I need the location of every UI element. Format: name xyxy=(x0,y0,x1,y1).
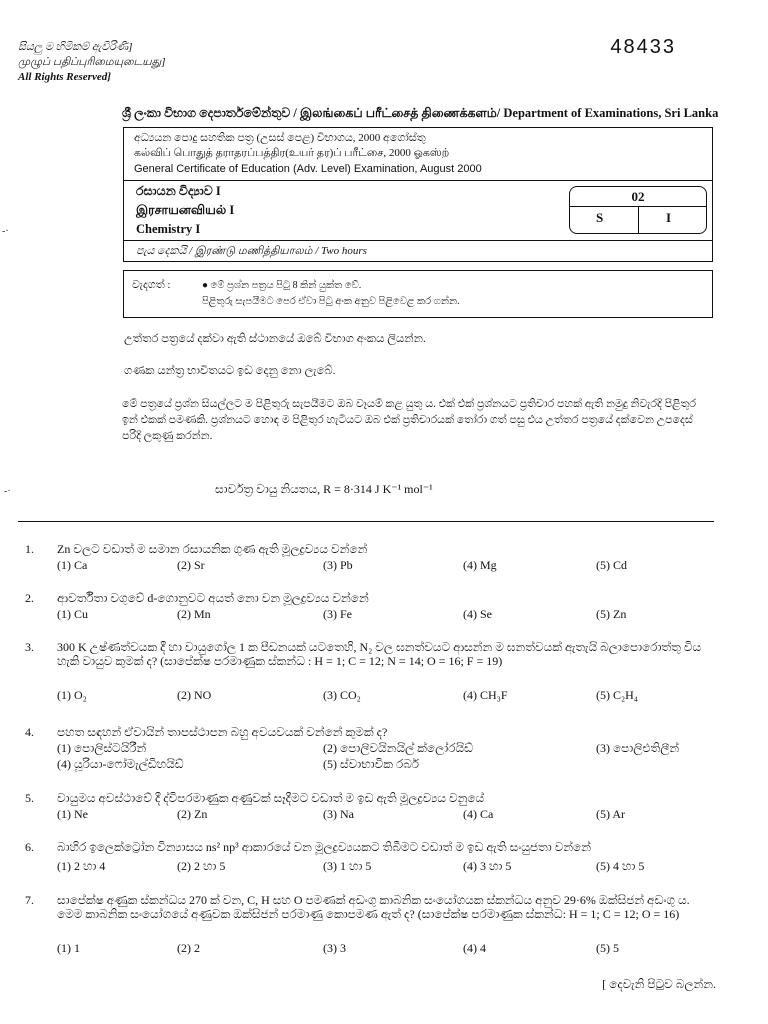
question-stem: ආවර්තිතා වගුවේ d-ගොනුවට අයත් නො වන මූලද්‍රව්‍යය වන්නේ xyxy=(57,591,369,605)
option-4: (4) යූරියා-ෆෝමැල්ඩිහයිඩ් xyxy=(57,757,184,771)
question-stem: බාහිර ඉලෙක්ට්‍රෝන වින්‍යාසය ns² np³ ආකාරයේ වන මූලද්‍රව්‍යයකට තිබීමට වඩාත් ම ඉඩ ඇති සංයුජතා වන්නේ xyxy=(57,840,591,854)
option-4: (4) 4 xyxy=(463,941,486,955)
option-1: (1) O₂ xyxy=(57,688,87,702)
subject-code-box xyxy=(569,186,707,234)
option-5: (5) ස්වාභාවික රබර් xyxy=(323,757,420,771)
exam-title-english: General Certificate of Education (Adv. Level) Examination, August 2000 xyxy=(134,163,482,175)
question-stem: සාපේක්ෂ අණුක ස්කන්ධය 270 ක් වන, C, H සහ O පමණක් අඩංගු කාබනික සංයෝගයක ස්කන්ධය අනුව 29·6% ඔක්සිජන් අඩංගු ය. මෙම කාබනික සංයෝගයේ අණුවක ඔක්සිජන් පරමාණු කොපමණ ඇත් ද? (සාපේක්ෂ පරමාණුක ස්කන්ධ: H = 1; C = 12; O = 16) xyxy=(57,893,690,921)
option-1: (1) 2 හා 4 xyxy=(57,859,106,873)
exam-box-divider xyxy=(124,180,712,181)
option-1: (1) පොලිස්ටයිරීන් xyxy=(57,741,147,755)
option-4: (4) Se xyxy=(463,607,492,621)
option-2: (2) 2 හා 5 xyxy=(177,859,226,873)
margin-mark: -· xyxy=(4,486,11,497)
duration-divider xyxy=(124,240,712,241)
option-5: (5) C₂H₄ xyxy=(596,688,639,702)
instruction-paragraph: මේ පත්‍රයේ ප්‍රශ්න සියල්ලට ම පිළිතුරු සැපයීමට ඔබ වෑයම් කළ යුතු ය. එක් එක් ප්‍රශ්නයට ප්‍රතිචාර පහක් ඇති නමුදු නිවැරදි පිළිතුර ඉන් එකක් පමණකි. ප්‍රශ්නයට හොඳ ම පිළිතුර හැටියට ඔබ එක් ප්‍රතිචාරයක් තෝරා ගත් පසු එය උත්තර පත්‍රයේ දක්වෙන උපදෙස් පරිදි ලකුණු කරන්න. xyxy=(122,398,697,442)
question-stem: Zn වලට වඩාත් ම සමාන රසායනික ගුණ ඇති මූලද්‍රව්‍යය වන්නේ xyxy=(57,542,368,556)
exam-duration: පැය දෙකයි / இரண்டு மணித்தியாலம் / Two hours xyxy=(136,245,367,257)
option-3: (3) 3 xyxy=(323,941,346,955)
instruction-index-number: උත්තර පත්‍රයේ දක්වා ඇති ස්ථානයේ ඔබේ විභාග අංකය ලියන්න. xyxy=(124,333,426,345)
question-number: 3. xyxy=(25,640,34,654)
exam-title-tamil: கல்விப் பொதுத் தராதரப்பத்திர(உயர் தர)ப் பரீட்சை, 2000 ஓகஸ்ற் xyxy=(134,147,450,159)
option-5: (5) Zn xyxy=(596,607,627,621)
option-1: (1) 1 xyxy=(57,941,80,955)
subject-code-letter: S xyxy=(596,210,604,225)
option-2: (2) 2 xyxy=(177,941,200,955)
option-3: (3) Na xyxy=(323,807,354,821)
question-stem: 300 K උෂ්ණත්වයක දී හා වායුගෝල 1 ක පීඩනයක් යටතෙහි, N₂ වල ඝනත්වයට ආසන්න ම ඝනත්වයක් ඇතැයි බලාපොරොත්තු විය හැකි වායුව කුමක් ද? (සාපේක්ෂ පරමාණුක ස්කන්ධ : H = 1; C = 12; N = 14; O = 16; F = 19) xyxy=(57,640,702,668)
question-number: 4. xyxy=(25,725,34,739)
code-box-separator xyxy=(638,206,639,233)
rights-english: All Rights Reserved] xyxy=(18,71,111,83)
option-4: (4) CH₃F xyxy=(463,688,508,702)
question-number: 6. xyxy=(25,840,34,854)
question-number: 1. xyxy=(25,542,34,556)
question-number: 5. xyxy=(25,791,34,805)
option-3: (3) Fe xyxy=(323,607,352,621)
option-1: (1) Cu xyxy=(57,607,88,621)
option-3: (3) පොලිඑතිලීන් xyxy=(596,741,680,755)
option-4: (4) Ca xyxy=(463,807,494,821)
option-5: (5) Cd xyxy=(596,558,627,572)
option-4: (4) Mg xyxy=(463,558,497,572)
option-2: (2) Zn xyxy=(177,807,208,821)
notes-label: වැදගත් : xyxy=(132,279,171,291)
option-3: (3) 1 හා 5 xyxy=(323,859,372,873)
exam-details-box xyxy=(123,127,713,262)
option-2: (2) Mn xyxy=(177,607,211,621)
margin-mark: -· xyxy=(2,226,9,237)
notes-line-1: ● මේ ප්‍රශ්න පත්‍රය පිටු 8 කින් යුක්ත වේ. xyxy=(202,280,362,291)
question-stem: වායුමය අවස්ථාවේ දී ද්විපරමාණුක අණුවක් සෑදීමට වඩාත් ම ඉඩ ඇති මූලද්‍රව්‍යය වනුයේ xyxy=(57,791,485,805)
option-2: (2) NO xyxy=(177,688,212,702)
section-separator xyxy=(18,521,714,522)
important-notes-box xyxy=(123,270,713,318)
rights-tamil: முழுப் பதிப்புரிமையுடையது] xyxy=(18,56,166,68)
option-2: (2) පොලිවයිනයිල් ක්ලෝරයිඩ් xyxy=(323,741,473,755)
instruction-calculator: ගණක යන්ත්‍ර භාවිතයට ඉඩ දෙනු නො ලැබේ. xyxy=(124,365,336,377)
option-3: (3) Pb xyxy=(323,558,353,572)
option-4: (4) 3 හා 5 xyxy=(463,859,512,873)
subject-tamil: இரசாயனவியல் I xyxy=(136,203,235,217)
turn-page-note: [ දෙවැනි පිටුව බලන්න. xyxy=(602,977,716,991)
option-5: (5) 5 xyxy=(596,941,619,955)
question-stem: පහත සඳහන් ඒවායින් තාපස්ථාපන බහු අවයවයක් වන්නේ කුමක් ද? xyxy=(57,725,388,739)
notes-line-2: පිළිතුරු සැපයීමට පෙර ඒවා පිටු අංක අනුව පිළිවෙළ කර ගන්න. xyxy=(202,296,460,307)
rights-sinhala: සියලු ම හිමිකම් ඇවිරිණි] xyxy=(18,41,133,53)
option-1: (1) Ca xyxy=(57,558,88,572)
option-3: (3) CO₂ xyxy=(323,688,361,702)
paper-code: 48433 xyxy=(610,36,676,58)
subject-code-number: 02 xyxy=(631,189,645,204)
exam-title-sinhala: අධ්‍යයන පොදු සහතික පත්‍ර (උසස් පෙළ) විභාගය, 2000 අගෝස්තු xyxy=(134,132,426,144)
gas-constant: සාර්වත්‍ර වායු නියතය, R = 8·314 J K⁻¹ mol⁻¹ xyxy=(215,482,433,496)
option-5: (5) 4 හා 5 xyxy=(596,859,645,873)
paper-number: I xyxy=(666,210,672,225)
rights-notice xyxy=(18,40,166,85)
option-1: (1) Ne xyxy=(57,807,88,821)
option-2: (2) Sr xyxy=(177,558,205,572)
department-title: ශ්‍රී ලංකා විභාග දෙපාර්තමේන්තුව / இலங்கைப் பரீட்சைத் திணைக்களம்/ Department of Examinations, Sri Lanka xyxy=(122,106,719,120)
subject-english: Chemistry I xyxy=(136,222,201,236)
option-5: (5) Ar xyxy=(596,807,625,821)
question-number: 2. xyxy=(25,591,34,605)
question-number: 7. xyxy=(25,893,34,907)
subject-sinhala: රසායන විද්‍යාව I xyxy=(136,184,221,198)
